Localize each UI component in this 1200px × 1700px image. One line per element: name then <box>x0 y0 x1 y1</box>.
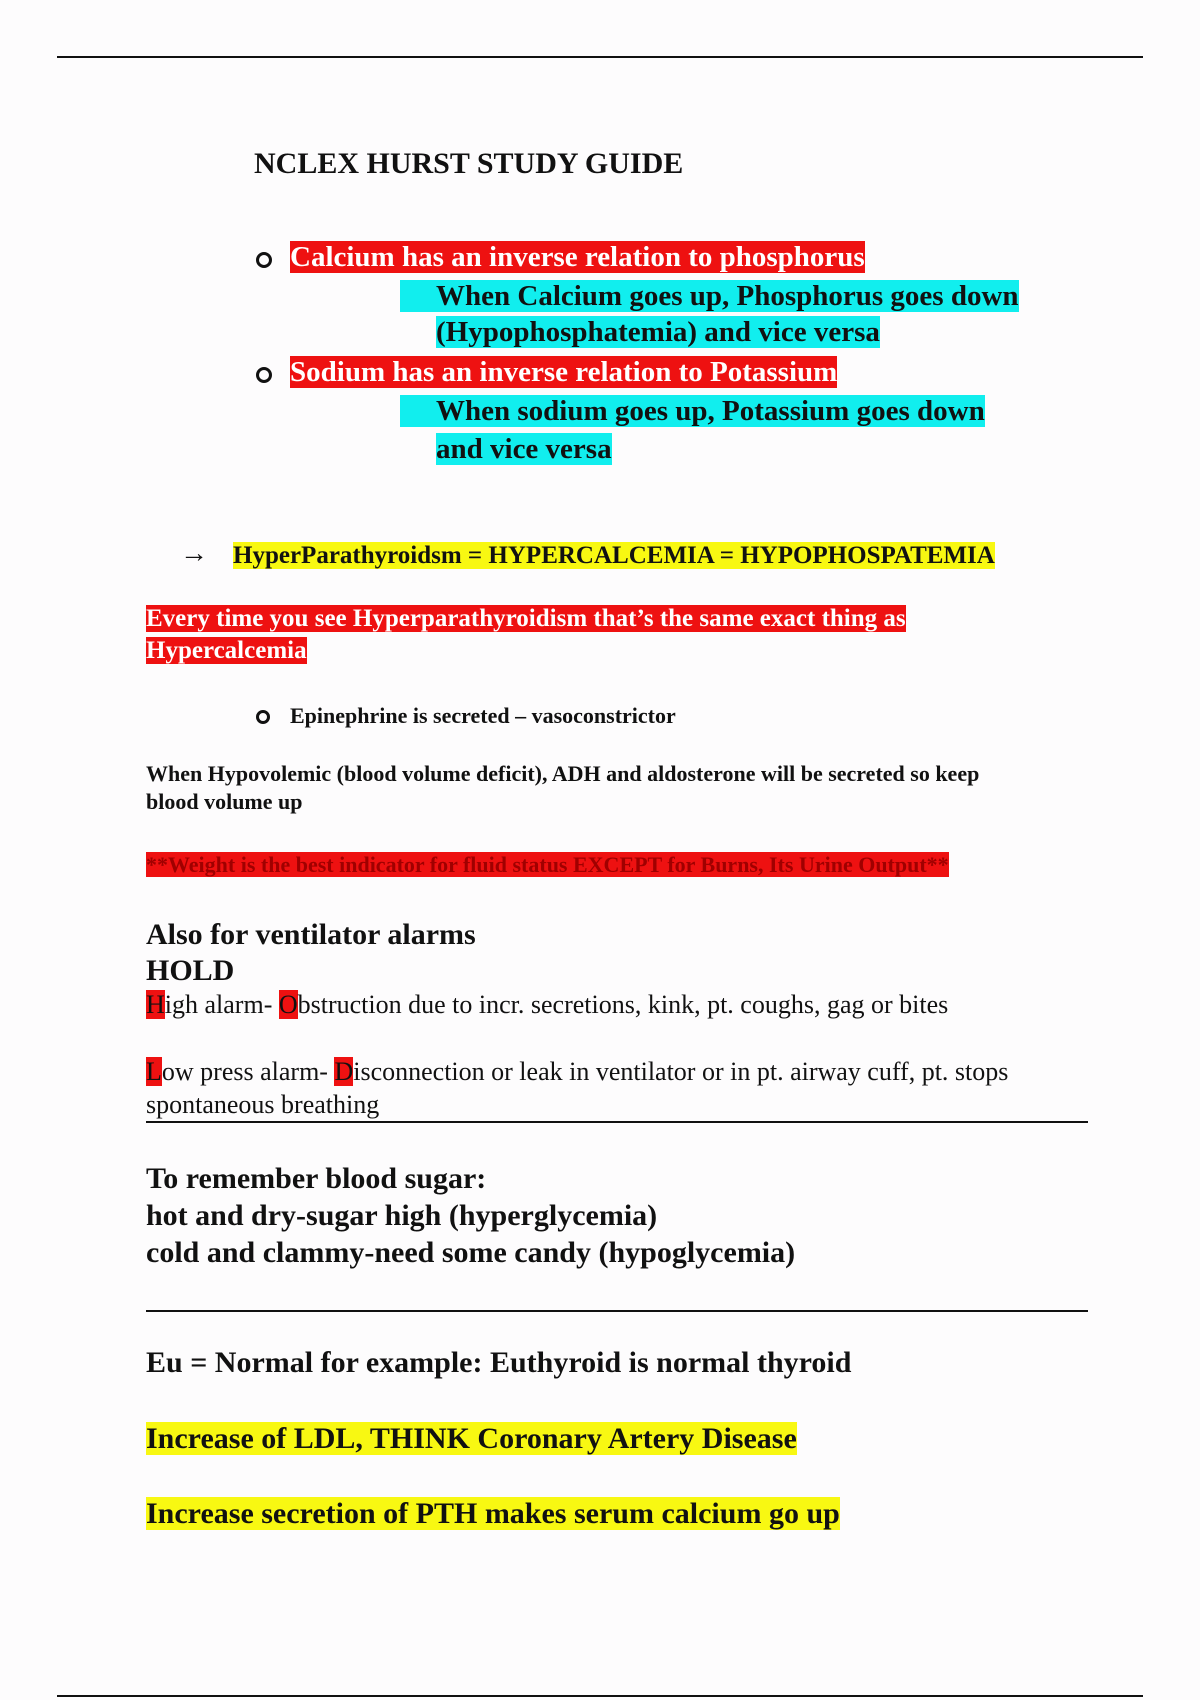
bullet-calcium-sub: When Calcium goes up, Phosphorus goes down (Hypophosphatemia) and vice versa <box>436 278 1019 350</box>
top-rule <box>57 56 1143 58</box>
eu-line: Eu = Normal for example: Euthyroid is normal thyroid <box>146 1346 852 1379</box>
bullet-sodium-sub: When sodium goes up, Potassium goes down and vice versa <box>436 392 985 468</box>
bullet-sodium: Sodium has an inverse relation to Potassium <box>290 356 838 388</box>
epinephrine-bullet: Epinephrine is secreted – vasoconstrictor <box>290 703 676 728</box>
hollow-bullet-icon <box>256 710 270 724</box>
every-time-note: Every time you see Hyperparathyroidism that’s the same exact thing as Hypercalcemia <box>146 605 906 664</box>
bottom-rule <box>57 1695 1143 1697</box>
pth-line: Increase secretion of PTH makes serum calcium go up <box>146 1497 840 1530</box>
hold-mnemonic: HOLD <box>146 954 235 987</box>
arrow-icon: → <box>180 538 208 569</box>
low-alarm-line: Low press alarm- Disconnection or leak in ventilator or in pt. airway cuff, pt. stops spontaneous breathing <box>146 1057 1009 1119</box>
ldl-line: Increase of LDL, THINK Coronary Artery Disease <box>146 1422 797 1455</box>
hollow-bullet-icon <box>256 367 272 383</box>
blood-sugar-block: To remember blood sugar: hot and dry-sugar high (hyperglycemia) cold and clammy-need some candy (hypoglycemia) <box>146 1162 796 1269</box>
hyperpara-line: HyperParathyroidsm = HYPERCALCEMIA = HYPOPHOSPATEMIA <box>233 542 995 569</box>
bullet-calcium: Calcium has an inverse relation to phosphorus <box>290 241 865 273</box>
section-divider <box>146 1121 1088 1123</box>
weight-note: **Weight is the best indicator for fluid status EXCEPT for Burns, Its Urine Output** <box>146 852 949 877</box>
high-alarm-line: High alarm- Obstruction due to incr. secretions, kink, pt. coughs, gag or bites <box>146 990 949 1019</box>
section-divider <box>146 1310 1088 1312</box>
page-title: NCLEX HURST STUDY GUIDE <box>254 147 684 180</box>
ventilator-heading: Also for ventilator alarms <box>146 918 476 951</box>
hollow-bullet-icon <box>256 252 272 268</box>
hypovolemic-note: When Hypovolemic (blood volume deficit), ADH and aldosterone will be secreted so keep blood volume up <box>146 761 980 814</box>
